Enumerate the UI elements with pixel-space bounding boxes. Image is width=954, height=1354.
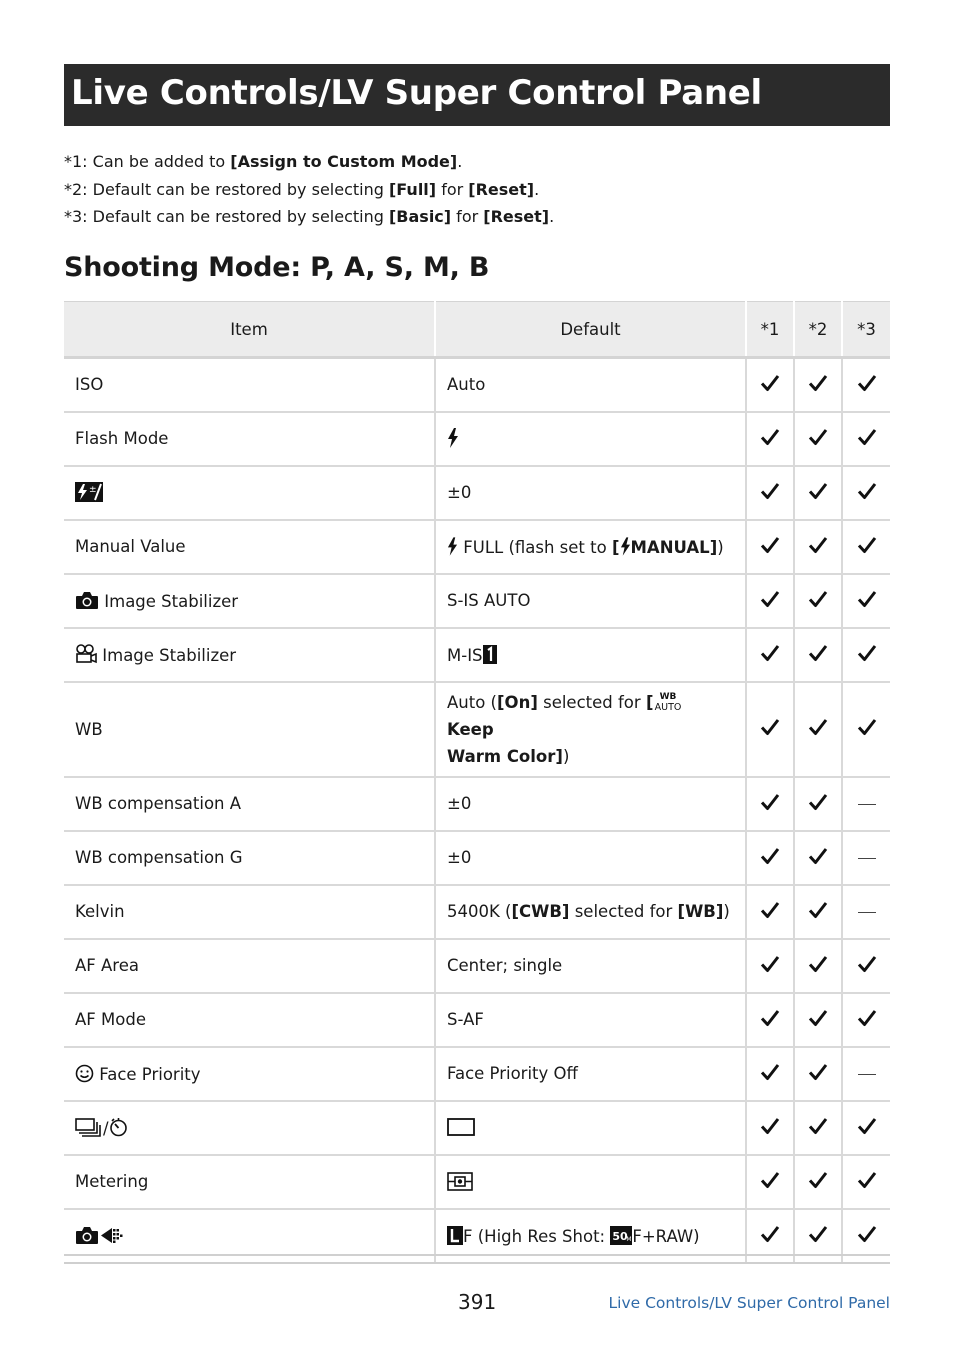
item-cell: Kelvin xyxy=(64,885,435,939)
dash-icon xyxy=(858,912,876,913)
check-icon xyxy=(808,1170,828,1190)
item-cell: Image Stabilizer xyxy=(64,574,435,628)
svg-text:50: 50 xyxy=(612,1229,629,1243)
check-mark-cell xyxy=(794,831,842,885)
check-icon xyxy=(760,373,780,393)
item-cell: Face Priority xyxy=(64,1047,435,1101)
flash-icon xyxy=(447,537,458,556)
default-cell: ±0 xyxy=(435,777,746,831)
check-mark-cell xyxy=(842,1155,890,1209)
check-mark-cell xyxy=(794,574,842,628)
default-cell: 5400K ([CWB] selected for [WB]) xyxy=(435,885,746,939)
check-mark-cell xyxy=(842,628,890,682)
check-mark-cell xyxy=(794,628,842,682)
check-mark-cell xyxy=(746,412,794,466)
check-mark-cell xyxy=(746,885,794,939)
check-icon xyxy=(760,643,780,663)
note-3: *3: Default can be restored by selecting [Basic] for [Reset]. xyxy=(64,207,555,226)
check-mark-cell xyxy=(794,466,842,520)
check-icon xyxy=(760,427,780,447)
note-1: *1: Can be added to [Assign to Custom Mode]. xyxy=(64,152,463,171)
header-note-1: *1 xyxy=(746,302,794,358)
check-icon xyxy=(857,589,877,609)
50m-size-icon xyxy=(610,1226,632,1245)
check-mark-cell xyxy=(842,358,890,412)
check-mark-cell xyxy=(794,1155,842,1209)
table-row xyxy=(64,412,890,466)
check-mark-cell xyxy=(794,939,842,993)
settings-table xyxy=(64,301,890,1264)
item-cell: WB xyxy=(64,682,435,777)
item-cell: ISO xyxy=(64,358,435,412)
check-mark-cell xyxy=(746,1155,794,1209)
check-icon xyxy=(808,900,828,920)
table-row xyxy=(64,939,890,993)
page-number: 391 xyxy=(458,1290,497,1314)
check-mark-cell xyxy=(842,1101,890,1155)
table-row xyxy=(64,885,890,939)
note-2: *2: Default can be restored by selecting [Full] for [Reset]. xyxy=(64,179,540,199)
check-mark-cell xyxy=(794,1101,842,1155)
check-icon xyxy=(857,954,877,974)
footer-divider xyxy=(64,1254,890,1256)
large-size-icon xyxy=(447,1226,463,1245)
item-cell: AF Mode xyxy=(64,993,435,1047)
default-cell: S-IS AUTO xyxy=(435,574,746,628)
dash-icon xyxy=(858,858,876,859)
flash-compensation-icon xyxy=(75,482,103,502)
dash-icon xyxy=(858,1074,876,1075)
table-row xyxy=(64,466,890,520)
default-cell: ±0 xyxy=(435,466,746,520)
check-icon xyxy=(808,373,828,393)
check-icon xyxy=(857,481,877,501)
check-icon xyxy=(857,1224,877,1244)
check-icon xyxy=(808,1008,828,1028)
check-mark-cell xyxy=(746,777,794,831)
check-mark-cell xyxy=(842,939,890,993)
mode-1-icon xyxy=(483,645,497,664)
table-row xyxy=(64,682,890,777)
check-icon xyxy=(808,1224,828,1244)
default-cell: F (High Res Shot: 50 M F+RAW) xyxy=(435,1209,746,1263)
check-mark-cell xyxy=(746,993,794,1047)
table-row xyxy=(64,628,890,682)
check-mark-cell xyxy=(746,358,794,412)
not-applicable-cell xyxy=(842,777,890,831)
default-cell: FULL (flash set to [ MANUAL]) xyxy=(435,520,746,574)
check-icon xyxy=(808,846,828,866)
check-mark-cell xyxy=(794,777,842,831)
dash-icon xyxy=(858,804,876,805)
check-icon xyxy=(760,589,780,609)
not-applicable-cell xyxy=(842,1047,890,1101)
check-mark-cell xyxy=(842,682,890,777)
header-note-2: *2 xyxy=(794,302,842,358)
check-icon xyxy=(760,1224,780,1244)
self-timer-icon xyxy=(109,1117,128,1137)
svg-text:M: M xyxy=(626,1235,632,1243)
table-header-row xyxy=(64,302,890,358)
item-cell: WB compensation A xyxy=(64,777,435,831)
single-frame-icon xyxy=(447,1118,475,1136)
check-mark-cell xyxy=(746,682,794,777)
check-mark-cell xyxy=(746,628,794,682)
item-cell: AF Area xyxy=(64,939,435,993)
check-mark-cell xyxy=(794,993,842,1047)
default-cell: Auto ([On] selected for [ WB AUTO Keep Warm Color]) xyxy=(435,682,746,777)
check-mark-cell xyxy=(746,1101,794,1155)
svg-text:±: ± xyxy=(89,485,97,495)
check-icon xyxy=(760,792,780,812)
default-cell xyxy=(435,1155,746,1209)
check-icon xyxy=(760,1116,780,1136)
check-icon xyxy=(760,1008,780,1028)
item-cell: WB compensation G xyxy=(64,831,435,885)
check-icon xyxy=(808,1062,828,1082)
check-icon xyxy=(808,427,828,447)
check-icon xyxy=(760,846,780,866)
check-icon xyxy=(857,643,877,663)
table-row xyxy=(64,1101,890,1155)
check-icon xyxy=(760,1062,780,1082)
check-icon xyxy=(857,373,877,393)
check-mark-cell xyxy=(842,993,890,1047)
flash-icon xyxy=(447,428,459,448)
wb-auto-icon xyxy=(653,691,683,711)
check-icon xyxy=(808,535,828,555)
check-icon xyxy=(857,1008,877,1028)
check-mark-cell xyxy=(794,412,842,466)
default-cell: M-IS xyxy=(435,628,746,682)
header-default: Default xyxy=(435,302,746,358)
table-row xyxy=(64,1155,890,1209)
check-mark-cell xyxy=(794,520,842,574)
item-cell: Manual Value xyxy=(64,520,435,574)
check-mark-cell xyxy=(794,1047,842,1101)
check-icon xyxy=(808,717,828,737)
check-icon xyxy=(760,481,780,501)
check-mark-cell xyxy=(794,885,842,939)
check-mark-cell xyxy=(842,412,890,466)
table-row xyxy=(64,993,890,1047)
table-row xyxy=(64,358,890,412)
item-cell xyxy=(64,466,435,520)
footer-section-link[interactable]: Live Controls/LV Super Control Panel xyxy=(608,1294,890,1312)
check-mark-cell xyxy=(746,831,794,885)
check-mark-cell xyxy=(842,520,890,574)
check-icon xyxy=(808,792,828,812)
check-mark-cell xyxy=(746,466,794,520)
check-mark-cell xyxy=(842,574,890,628)
check-icon xyxy=(760,954,780,974)
check-mark-cell xyxy=(746,1047,794,1101)
table-row xyxy=(64,574,890,628)
header-item: Item xyxy=(64,302,435,358)
item-cell: Metering xyxy=(64,1155,435,1209)
check-icon xyxy=(857,535,877,555)
default-cell: Center; single xyxy=(435,939,746,993)
camera-icon xyxy=(75,591,99,610)
table-row xyxy=(64,1047,890,1101)
check-icon xyxy=(808,589,828,609)
check-mark-cell xyxy=(746,574,794,628)
table-row xyxy=(64,777,890,831)
check-icon xyxy=(760,717,780,737)
check-icon xyxy=(808,1116,828,1136)
check-icon xyxy=(760,1170,780,1190)
default-cell: ±0 xyxy=(435,831,746,885)
table-row xyxy=(64,831,890,885)
check-mark-cell xyxy=(842,466,890,520)
svg-text:AUTO: AUTO xyxy=(655,701,682,711)
default-cell: Face Priority Off xyxy=(435,1047,746,1101)
not-applicable-cell xyxy=(842,831,890,885)
svg-text:WB: WB xyxy=(660,691,677,702)
image-quality-icon xyxy=(99,1226,129,1245)
movie-icon xyxy=(75,644,97,664)
check-icon xyxy=(857,1116,877,1136)
check-icon xyxy=(857,1170,877,1190)
check-mark-cell xyxy=(794,358,842,412)
check-mark-cell xyxy=(746,520,794,574)
table-row xyxy=(64,520,890,574)
check-icon xyxy=(760,535,780,555)
check-icon xyxy=(808,954,828,974)
camera-icon xyxy=(75,1226,99,1245)
sequential-shooting-icon xyxy=(75,1117,103,1137)
default-cell xyxy=(435,1101,746,1155)
face-icon xyxy=(75,1064,94,1083)
check-mark-cell xyxy=(746,939,794,993)
default-cell: Auto xyxy=(435,358,746,412)
check-icon xyxy=(760,900,780,920)
check-icon xyxy=(857,717,877,737)
flash-icon xyxy=(620,537,631,556)
section-title: Shooting Mode: P, A, S, M, B xyxy=(64,252,490,283)
check-icon xyxy=(857,427,877,447)
item-cell: Flash Mode xyxy=(64,412,435,466)
check-icon xyxy=(808,481,828,501)
footnotes xyxy=(64,148,554,231)
item-cell: / xyxy=(64,1101,435,1155)
check-icon xyxy=(808,643,828,663)
header-note-3: *3 xyxy=(842,302,890,358)
esp-metering-icon xyxy=(447,1172,473,1191)
default-cell: S-AF xyxy=(435,993,746,1047)
item-cell: Image Stabilizer xyxy=(64,628,435,682)
default-cell xyxy=(435,412,746,466)
page-title: Live Controls/LV Super Control Panel xyxy=(71,73,762,113)
title-bar xyxy=(64,64,890,126)
not-applicable-cell xyxy=(842,885,890,939)
check-mark-cell xyxy=(794,682,842,777)
